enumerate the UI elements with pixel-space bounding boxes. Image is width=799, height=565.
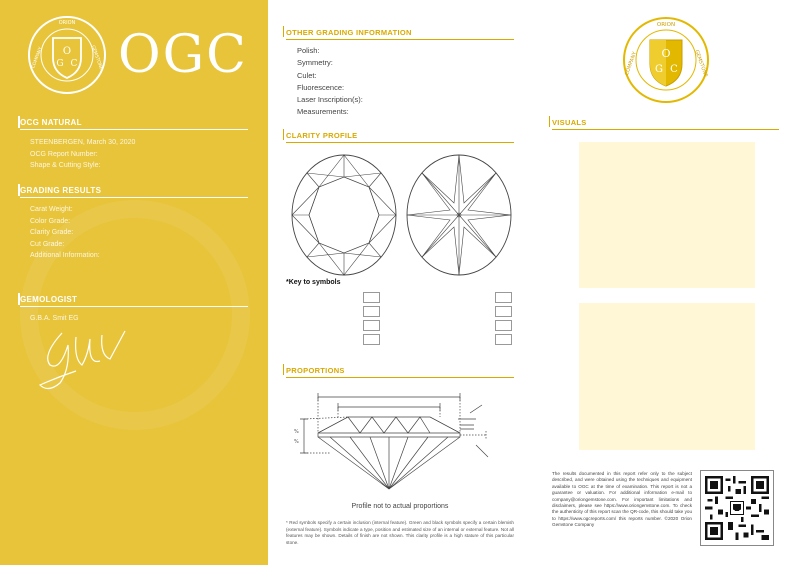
company-seal-gold-icon	[620, 14, 712, 106]
key-symbol-box	[495, 306, 512, 317]
left-panel	[0, 0, 268, 565]
svg-text:%: %	[294, 429, 299, 435]
shape-cutting-label: Shape & Cutting Style:	[30, 162, 101, 169]
polish-label: Polish:	[297, 46, 320, 55]
proportions-title: PROPORTIONS	[286, 366, 514, 378]
report-date: STEENBERGEN, March 30, 2020	[30, 139, 136, 146]
profile-note: Profile not to actual proportions	[351, 503, 449, 510]
svg-text:GEMSTONE: GEMSTONE	[89, 44, 104, 71]
svg-text:G: G	[56, 59, 64, 69]
visual-image-bottom	[579, 303, 755, 450]
svg-text:C: C	[70, 59, 78, 69]
visuals-title: VISUALS	[552, 118, 779, 130]
signature	[30, 325, 130, 395]
clarity-profile-title: CLARITY PROFILE	[286, 131, 514, 143]
culet-label: Culet:	[297, 70, 317, 80]
brand-logo	[26, 14, 248, 96]
key-symbol-box	[363, 334, 380, 345]
svg-text:C: C	[670, 64, 678, 75]
key-symbol-box	[363, 292, 380, 303]
clarity-crown-diagram	[289, 153, 399, 277]
company-seal-icon	[26, 14, 108, 96]
svg-text:GEMSTONE: GEMSTONE	[693, 49, 709, 79]
section-gemologist-title: GEMOLOGIST	[20, 295, 248, 307]
fluorescence-label: Fluorescence:	[297, 82, 345, 92]
symmetry-label: Symmetry:	[297, 58, 333, 68]
visual-image-top	[579, 142, 755, 288]
natural-fields	[30, 137, 135, 172]
gemologist-name: G.B.A. Smit EG	[30, 315, 79, 322]
svg-text:COMPANY: COMPANY	[31, 46, 44, 70]
svg-text:ORION: ORION	[58, 20, 76, 26]
key-symbol-box	[495, 320, 512, 331]
section-natural-title: OCG NATURAL	[20, 118, 248, 130]
proportions-diagram	[290, 385, 516, 497]
svg-text:ORION: ORION	[656, 22, 676, 28]
qr-code-icon	[705, 475, 769, 541]
key-symbol-box	[495, 334, 512, 345]
svg-text:O: O	[661, 47, 671, 60]
cut-label: Cut Grade:	[30, 240, 65, 248]
clarity-footnote: * Red symbols specify a certain inclusion (internal feature). Green and black symbols specify a certain blemish (external feature). Symbols indicate a type, position and estimated size of an internal or external feature. Not all features may be shown. Details of finish are not shown. This clarity profile is a high stature of this particular stone.	[286, 520, 514, 545]
svg-text:COMPANY: COMPANY	[624, 51, 639, 77]
other-grading-list	[297, 45, 363, 119]
svg-text:G: G	[655, 64, 663, 75]
carat-label: Carat Weight:	[30, 206, 73, 213]
key-symbol-box	[495, 292, 512, 303]
measurements-label: Measurements:	[297, 107, 349, 117]
report-number-label: OCG Report Number:	[30, 150, 98, 158]
brand-name: OGC	[118, 25, 248, 85]
gemologist-fields	[30, 313, 79, 325]
grading-fields	[30, 204, 100, 262]
color-label: Color Grade:	[30, 217, 71, 225]
section-grading-title: GRADING RESULTS	[20, 186, 248, 198]
clarity-label: Clarity Grade:	[30, 229, 74, 236]
svg-text:O: O	[62, 46, 72, 57]
key-symbol-box	[363, 306, 380, 317]
qr-code[interactable]	[700, 470, 774, 546]
additional-info-label: Additional Information:	[30, 252, 100, 259]
other-grading-title: OTHER GRADING INFORMATION	[286, 28, 514, 40]
clarity-pavilion-diagram	[404, 153, 514, 277]
key-to-symbols-title: *Key to symbols	[286, 279, 341, 286]
key-symbol-box	[363, 320, 380, 331]
laser-inscription-label: Laser Inscription(s):	[297, 95, 363, 105]
report-disclaimer: The results documented in this report refer only to the subject described, and were obtained using the techniques and equipment available to OGC at the time of examination. This report is not a guarantee or valuation. For additional information e-mail to company@oriongemstone.com. For important limitations and disclaimers, please see https://www.oriongemstone.com. To check the authenticity of this report scan the QR-code, this should take you to https://www.ogcreports.com/ this reports number. ©2020 Orion Gemstone Company	[552, 471, 692, 528]
svg-text:%: %	[294, 439, 299, 445]
